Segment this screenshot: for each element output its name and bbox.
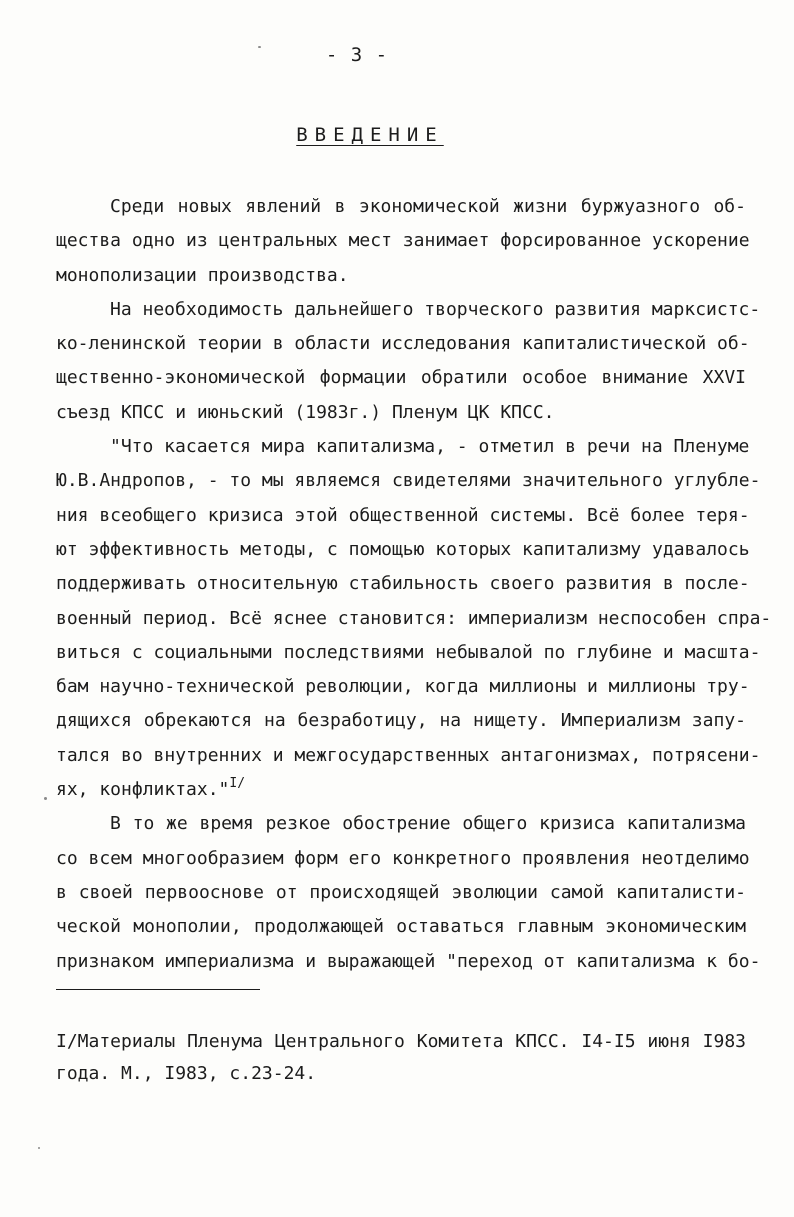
text-line: виться с социальными последствиями небывалой по глубине и масшта- — [56, 641, 761, 663]
text-line — [56, 773, 746, 807]
text-line: ют эффективность методы, с помощью которых капитализму удавалось — [56, 538, 750, 560]
scan-speck — [44, 797, 47, 800]
text-line: со всем многообразием форм его конкретного проявления неотделимо — [56, 847, 750, 869]
text-line: дящихся обрекаются на безработицу, на нищету. Империализм запу- — [56, 710, 746, 732]
footnote — [56, 1026, 746, 1090]
text-line: щества одно из центральных мест занимает форсированное ускорение — [56, 230, 750, 252]
text-line: поддерживать относительную стабильность своего развития в после- — [56, 573, 750, 595]
text-line: бам научно-технической революции, когда миллионы и миллионы тру- — [56, 676, 750, 698]
section-heading: ВВЕДЕНИЕ — [296, 124, 444, 146]
text-line: Ю.В.Андропов, - то мы являемся свидетелями значительного углубле- — [56, 470, 761, 492]
footnote-divider — [56, 989, 260, 990]
body-text — [56, 190, 772, 979]
scan-speck — [38, 1147, 40, 1149]
text-line: ния всеобщего кризиса этой общественной системы. Всё более теря- — [56, 504, 750, 526]
text-line: Среди новых явлений в экономической жизни буржуазного об- — [110, 196, 746, 217]
page-number: - 3 - — [325, 44, 389, 66]
footnote-line: I/Материалы Пленума Центрального Комитета КПСС. I4-I5 июня I983 — [56, 1031, 746, 1052]
text-line: монополизации производства. — [56, 264, 349, 286]
text-line: "Что касается мира капитализма, - отметил в речи на Пленуме — [110, 436, 750, 458]
footnote-line: года. М., I983, с.23-24. — [56, 1063, 317, 1084]
text-line: На необходимость дальнейшего творческого развития марксистс- — [110, 298, 761, 320]
text-line: съезд КПСС и июньский (1983г.) Пленум ЦК КПСС. — [56, 401, 555, 423]
text-line: тался во внутренних и межгосударственных антагонизмах, потрясени- — [56, 744, 761, 766]
text-line: признаком империализма и выражающей "переход от капитализма к бо- — [56, 950, 761, 972]
footnote-reference: I/ — [229, 776, 246, 792]
text-line: в своей первооснове от происходящей эволюции самой капиталисти- — [56, 881, 746, 903]
quote-end-text: ях, конфликтах." — [56, 779, 230, 801]
text-line: военный период. Всё яснее становится: империализм неспособен спра- — [56, 607, 772, 629]
scan-speck — [258, 46, 261, 48]
text-line: В то же время резкое обострение общего кризиса капитализма — [110, 813, 746, 835]
text-line: ческой монополии, продолжающей оставаться главным экономическим — [56, 916, 746, 938]
text-line: ко-ленинской теории в области исследования капиталистической об- — [56, 333, 750, 355]
text-line: щественно-экономической формации обратили особое внимание XXVI — [56, 367, 746, 389]
